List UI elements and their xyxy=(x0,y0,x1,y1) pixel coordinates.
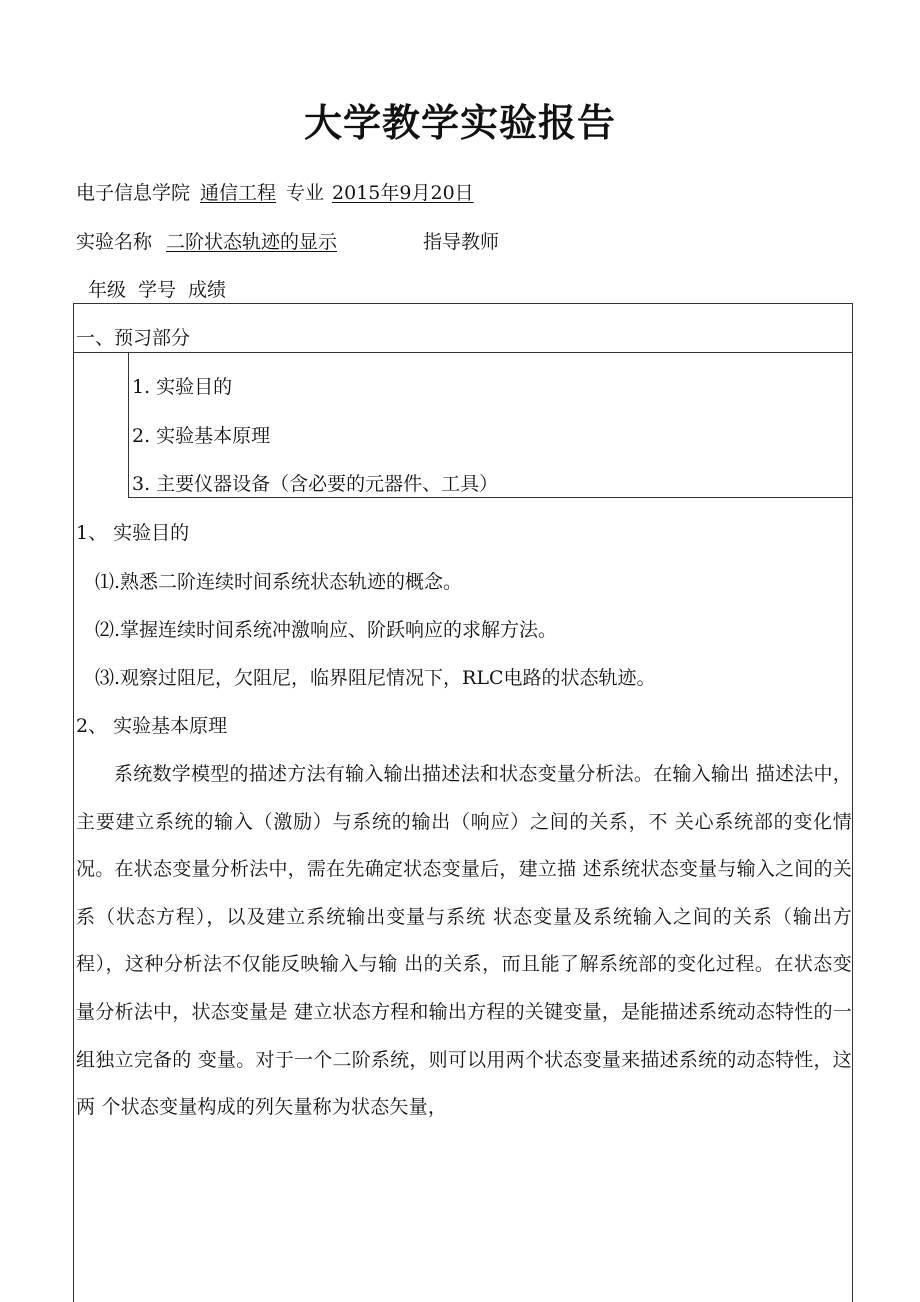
header-line-3 xyxy=(88,275,226,302)
major-value: 通信工程 xyxy=(200,182,277,204)
objective-item: ⑴.熟悉二阶连续时间系统状态轨迹的概念。 xyxy=(95,571,463,593)
experiment-name: 二阶状态轨迹的显示 xyxy=(166,231,338,253)
preview-item: 2. 实验基本原理 xyxy=(132,425,271,447)
teacher-label: 指导教师 xyxy=(423,231,500,253)
experiment-label: 实验名称 xyxy=(76,231,153,253)
table-border-right xyxy=(852,303,853,1302)
header-line-2 xyxy=(76,227,499,254)
major-label: 专业 xyxy=(286,182,325,204)
objective-item: ⑵.掌握连续时间系统冲激响应、阶跃响应的求解方法。 xyxy=(95,619,558,641)
grade-label: 年级 xyxy=(88,279,127,301)
header-line-1 xyxy=(76,178,474,205)
section2-heading: 2、 实验基本原理 xyxy=(76,715,228,737)
table-divider-2 xyxy=(128,497,853,498)
principle-paragraph: 系统数学模型的描述方法有输入输出描述法和状态变量分析法。在输入输出 描述法中，主要建立系统的输入（激励）与系统的输出（响应）之间的关系，不 关心系统部的变化情况。在状态变量分析法中，需在先确定状态变量后，建立描 述系统状态变量与输入之间的关系（状态方程），以及建立系统输出变量与系统 状态变量及系统输入之间的关系（输出方程），这种分析法不仅能反映输入与输 出的关系，而且能了解系统部的变化过程。在状态变量分析法中，状态变量是 建立状态方程和输出方程的关键变量，是能描述系统动态特性的一组独立完备的 变量。对于一个二阶系统，则可以用两个状态变量来描述系统的动态特性，这两 个状态变量构成的列矢量称为状态矢量， xyxy=(76,763,852,1119)
score-label: 成绩 xyxy=(188,279,227,301)
table-border-top xyxy=(73,303,853,304)
table-divider-1 xyxy=(73,352,853,353)
preview-item: 1. 实验目的 xyxy=(132,376,233,398)
report-title: 大学教学实验报告 xyxy=(303,101,616,145)
report-date: 2015年9月20日 xyxy=(332,182,474,204)
preview-inner-left xyxy=(128,352,129,498)
table-border-left xyxy=(73,303,74,1302)
objective-item: ⑶.观察过阻尼，欠阻尼，临界阻尼情况下，RLC电路的状态轨迹。 xyxy=(95,667,656,689)
section1-heading: 1、 实验目的 xyxy=(76,522,190,544)
student-id-label: 学号 xyxy=(138,279,177,301)
preview-item: 3. 主要仪器设备（含必要的元器件、工具） xyxy=(132,473,499,495)
preview-heading: 一、预习部分 xyxy=(76,327,191,349)
college: 电子信息学院 xyxy=(76,182,191,204)
